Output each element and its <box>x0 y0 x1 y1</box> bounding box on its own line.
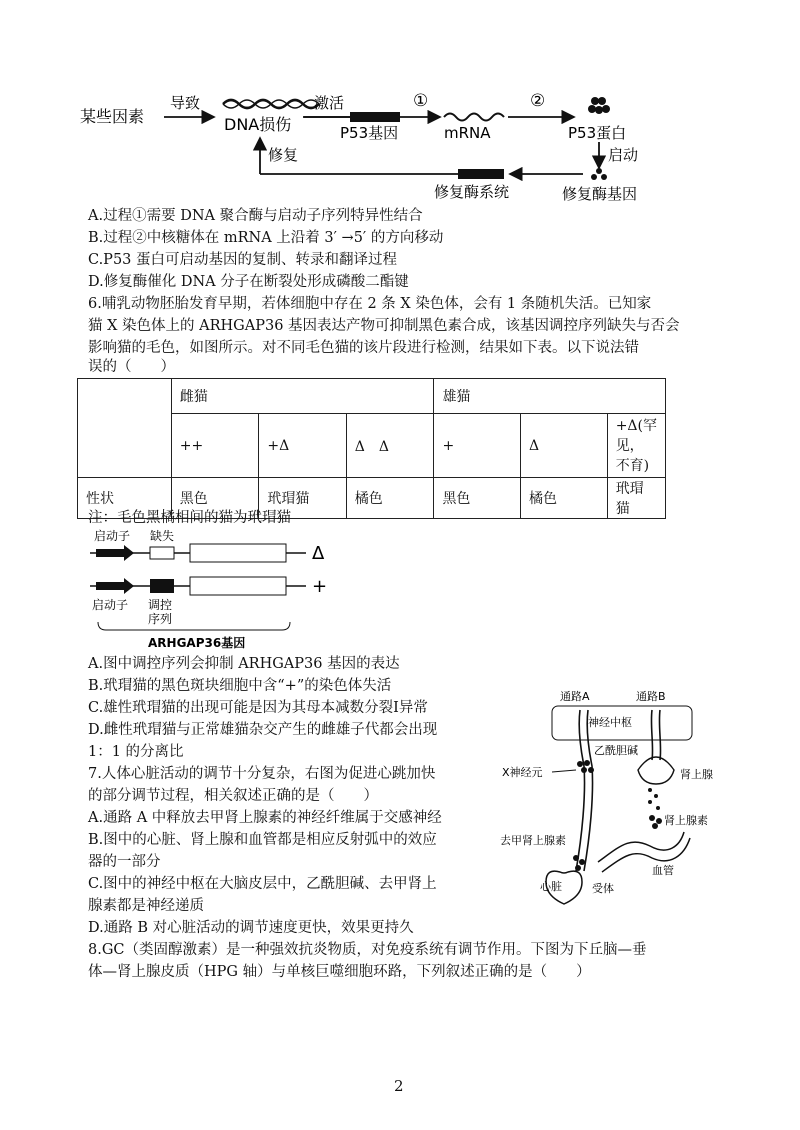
adrenaline-label: 肾上腺素 <box>664 814 708 827</box>
q7-line5: 器的一部分 <box>88 854 161 870</box>
ach-label: 乙酰胆碱 <box>594 744 638 757</box>
promoter-arrow-icon <box>96 545 134 561</box>
table-note: 注：毛色黑橘相间的猫为玳瑁猫 <box>88 510 291 526</box>
p53-protein-label: P53蛋白 <box>568 124 627 142</box>
trait-label: 性状 <box>78 478 172 519</box>
promoter-bottom-label: 启动子 <box>92 598 129 612</box>
regulatory-label-1: 调控 <box>148 598 173 612</box>
dna-damage-label: DNA损伤 <box>224 115 292 134</box>
adrenal-gland-shape <box>638 757 674 784</box>
q8-line2: 体—肾上腺皮质（HPG 轴）与单核巨噬细胞环路，下列叙述正确的是（ ） <box>88 964 591 980</box>
genotype-cell-rare <box>607 414 665 478</box>
gene-brace <box>98 622 290 630</box>
q8-line1: 8.GC（类固醇激素）是一种强效抗炎物质，对免疫系统有调节作用。下图为下丘脑—垂 <box>88 942 647 958</box>
adrenal-gland-label: 肾上腺 <box>680 768 713 781</box>
p53-protein-icon <box>588 97 610 114</box>
q6-option-d: D.雌性玳瑁猫与正常雄猫杂交产生的雌雄子代都会出现 <box>88 722 438 738</box>
activate-label: 激活 <box>314 94 345 112</box>
q7-line1: 7.人体心脏活动的调节十分复杂，右图为促进心跳加快 <box>88 766 436 782</box>
table-corner <box>78 379 172 478</box>
genotype-rare-line2: 不育) <box>615 457 650 474</box>
x-neuron-label: X神经元 <box>502 766 543 779</box>
step2-label: ② <box>530 91 546 111</box>
vessel-shape <box>598 832 684 862</box>
q7-line3: A.通路 A 中释放去甲肾上腺素的神经纤维属于交感神经 <box>88 810 442 826</box>
step1-label: ① <box>413 91 429 111</box>
plus-label: + <box>312 576 328 597</box>
heart-regulation-diagram <box>500 686 718 908</box>
deletion-box <box>150 547 174 559</box>
q6-stem-line3: 影响猫的毛色，如图所示。对不同毛色猫的该片段进行检测，结果如下表。以下说法错 <box>88 340 639 356</box>
q5-option-c: C.P53 蛋白可启动基因的复制、转录和翻译过程 <box>88 252 398 268</box>
path-b-label: 通路B <box>636 690 666 703</box>
regulatory-label-2: 序列 <box>148 612 173 626</box>
norepinephrine-label: 去甲肾上腺素 <box>500 834 566 847</box>
genotype-cell: + <box>434 414 521 478</box>
delta-label: Δ <box>312 543 325 564</box>
q6-option-b: B.玳瑁猫的黑色斑块细胞中含“+”的染色体失活 <box>88 678 392 694</box>
trait-cell: 黑色 <box>171 478 259 519</box>
mrna-wave-icon <box>444 114 504 121</box>
q7-line2: 的部分调节过程，相关叙述正确的是（ ） <box>88 788 378 804</box>
q6-option-a: A.图中调控序列会抑制 ARHGAP36 基因的表达 <box>88 656 400 672</box>
trait-cell: 黑色 <box>434 478 521 519</box>
mrna-label: mRNA <box>444 124 491 142</box>
genotype-cell: +Δ <box>259 414 346 478</box>
vessel-label: 血管 <box>652 864 674 877</box>
trait-cell: 橘色 <box>346 478 434 519</box>
q7-line4: B.图中的心脏、肾上腺和血管都是相应反射弧中的效应 <box>88 832 437 848</box>
receptor-label: 受体 <box>592 882 614 895</box>
regulatory-block <box>150 579 174 593</box>
repair-gene-label: 修复酶基因 <box>562 185 638 203</box>
deletion-label: 缺失 <box>150 529 175 543</box>
q7-line8: D.通路 B 对心脏活动的调节速度更快，效果更持久 <box>88 920 414 936</box>
trait-cell: 玳瑁猫 <box>607 478 665 519</box>
q7-line7: 腺素都是神经递质 <box>88 898 204 914</box>
p53-gene-label: P53基因 <box>340 124 399 142</box>
q5-option-a: A.过程①需要 DNA 聚合酶与启动子序列特异性结合 <box>88 208 423 224</box>
q6-option-c: C.雄性玳瑁猫的出现可能是因为其母本减数分裂Ⅰ异常 <box>88 700 428 716</box>
female-header: 雌猫 <box>171 379 434 414</box>
path-a-label: 通路A <box>560 690 590 703</box>
q6-stem-line2: 猫 X 染色体上的 ARHGAP36 基因表达产物可抑制黑色素合成，该基因调控序列缺失与否会 <box>88 318 680 334</box>
cause-label: 导致 <box>170 94 201 112</box>
genotype-cell: Δ <box>521 414 608 478</box>
gene-name-label: ARHGAP36基因 <box>148 636 246 650</box>
q6-option-d-cont: 1：1 的分离比 <box>88 744 184 760</box>
q5-option-d: D.修复酶催化 DNA 分子在断裂处形成磷酸二酯键 <box>88 274 409 290</box>
trait-cell: 橘色 <box>521 478 608 519</box>
factors-label: 某些因素 <box>80 107 145 126</box>
genotype-cell: Δ Δ <box>346 414 434 478</box>
repair-gene-icon <box>591 168 607 180</box>
q5-option-b: B.过程②中核糖体在 mRNA 上沿着 3′ →5′ 的方向移动 <box>88 230 444 246</box>
promoter-top-label: 启动子 <box>94 529 131 543</box>
promoter-arrow-icon <box>96 578 134 594</box>
genotype-cell: ++ <box>171 414 259 478</box>
q6-stem-line4: 误的（ ） <box>88 359 175 375</box>
q6-stem-line1: 6.哺乳动物胚胎发育早期，若体细胞中存在 2 条 X 染色体，会有 1 条随机失活。已知家 <box>88 296 652 312</box>
gene-body-box-bottom <box>190 577 286 595</box>
dna-repair-diagram <box>78 86 678 206</box>
q7-line6: C.图中的神经中枢在大脑皮层中，乙酰胆碱、去甲肾上 <box>88 876 437 892</box>
repair-system-block <box>458 169 504 179</box>
genotype-table <box>77 378 666 519</box>
adrenaline-dots-icon <box>648 788 662 829</box>
p53-gene-block <box>350 112 400 122</box>
heart-label: 心脏 <box>540 880 562 893</box>
start-label: 启动 <box>608 146 639 164</box>
male-header: 雄猫 <box>434 379 666 414</box>
page-number: 2 <box>394 1077 404 1095</box>
repair-label: 修复 <box>268 146 299 164</box>
genotype-rare-line1: +Δ(罕见， <box>615 417 657 454</box>
gene-body-box-top <box>190 544 286 562</box>
gene-structure-diagram <box>86 526 346 650</box>
trait-cell: 玳瑁猫 <box>259 478 346 519</box>
nerve-center-label: 神经中枢 <box>588 716 632 729</box>
repair-system-label: 修复酶系统 <box>434 183 510 201</box>
